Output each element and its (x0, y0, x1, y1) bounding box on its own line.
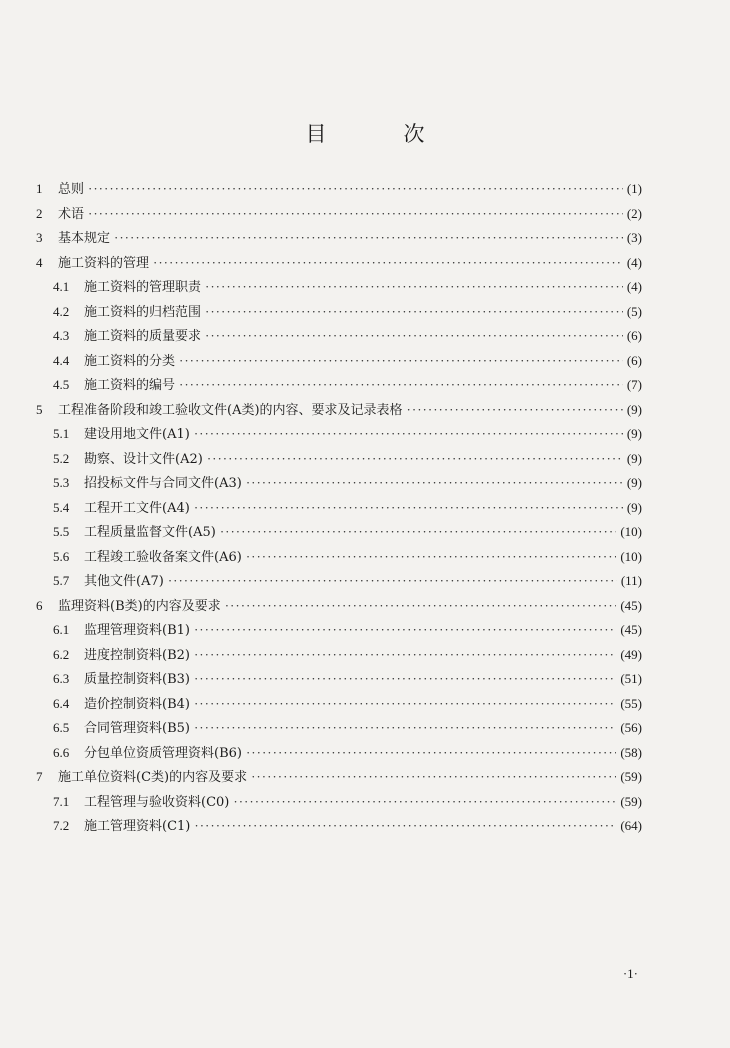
toc-entry-number: 6.1 (53, 622, 70, 637)
toc-entry-title: 其他文件(A7) (84, 574, 164, 589)
toc-entry-number: 6.4 (53, 695, 70, 711)
toc-entry-page: (9) (626, 401, 642, 417)
toc-leader-dots (194, 696, 616, 712)
toc-entry-title: 施工资料的管理职责 (84, 280, 202, 295)
toc-entry-title: 合同管理资料(B5) (84, 721, 190, 736)
toc-entry-page: (4) (626, 254, 642, 270)
toc-entry-number: 4 (36, 254, 43, 270)
toc-entry-number: 5.5 (53, 524, 70, 539)
toc-leader-dots (194, 818, 616, 834)
toc-leader-dots (220, 524, 617, 540)
toc-entry-page: (9) (626, 450, 642, 466)
toc-entry-number: 4.2 (53, 303, 70, 319)
toc-entry-title: 工程竣工验收备案文件(A6) (84, 549, 242, 565)
toc-entry-number: 2 (36, 205, 43, 221)
toc-entry-title: 术语 (58, 206, 85, 222)
toc-entry (36, 497, 642, 522)
toc-entry-page: (59) (620, 793, 642, 809)
toc-leader-dots (205, 279, 623, 295)
toc-leader-dots (246, 549, 617, 565)
toc-entry (36, 521, 642, 546)
toc-entry-number: 5.1 (53, 426, 70, 441)
toc-entry-page: (45) (620, 622, 642, 637)
toc-leader-dots (194, 426, 623, 442)
toc-leader-dots (88, 206, 623, 222)
toc-entry-title: 造价控制资料(B4) (84, 696, 190, 712)
toc-entry (36, 742, 642, 767)
table-of-contents (36, 178, 642, 840)
toc-entry-page: (58) (620, 744, 642, 760)
toc-entry-number: 6.2 (53, 646, 70, 662)
toc-entry-number: 5.4 (53, 499, 70, 515)
toc-leader-dots (179, 353, 623, 369)
toc-entry-number: 5.2 (53, 450, 70, 466)
toc-entry (36, 203, 642, 228)
toc-entry-title: 施工资料的管理 (58, 255, 150, 271)
toc-leader-dots (168, 573, 617, 589)
toc-leader-dots (233, 794, 616, 810)
toc-leader-dots (153, 255, 623, 271)
toc-entry-page: (3) (626, 230, 642, 245)
toc-entry-page: (9) (626, 475, 642, 490)
toc-entry-title: 招投标文件与合同文件(A3) (84, 476, 242, 491)
toc-entry-number: 1 (36, 181, 43, 196)
toc-entry (36, 178, 642, 203)
toc-leader-dots (194, 647, 616, 663)
toc-entry-title: 工程准备阶段和竣工验收文件(A类)的内容、要求及记录表格 (58, 402, 403, 418)
toc-entry-number: 7 (36, 769, 43, 784)
toc-entry-title: 施工单位资料(C类)的内容及要求 (58, 770, 248, 785)
toc-entry (36, 423, 642, 448)
toc-entry-number: 6.6 (53, 744, 70, 760)
toc-entry (36, 815, 642, 840)
toc-entry-title: 基本规定 (58, 231, 111, 246)
toc-leader-dots (194, 500, 623, 516)
toc-entry-number: 7.2 (53, 818, 70, 833)
toc-entry-title: 进度控制资料(B2) (84, 647, 190, 663)
toc-entry-page: (7) (626, 377, 642, 392)
toc-entry-title: 工程开工文件(A4) (84, 500, 190, 516)
toc-entry-page: (2) (626, 205, 642, 221)
toc-entry-number: 6.5 (53, 720, 70, 735)
toc-leader-dots (114, 230, 623, 246)
toc-entry-page: (49) (620, 646, 642, 662)
toc-entry-page: (51) (620, 671, 642, 686)
toc-leader-dots (246, 475, 623, 491)
toc-entry (36, 301, 642, 326)
page-number: ·1· (622, 966, 638, 981)
toc-entry-page: (10) (620, 524, 642, 539)
toc-entry-title: 建设用地文件(A1) (84, 427, 190, 442)
toc-leader-dots (194, 622, 616, 638)
toc-entry (36, 570, 642, 595)
toc-entry-page: (10) (620, 548, 642, 564)
toc-entry-title: 施工资料的归档范围 (84, 304, 202, 320)
toc-entry-page: (6) (626, 328, 642, 343)
toc-entry (36, 693, 642, 718)
toc-entry-title: 总则 (58, 182, 85, 197)
toc-entry-number: 6.3 (53, 671, 70, 686)
toc-entry (36, 766, 642, 791)
toc-entry (36, 619, 642, 644)
toc-entry (36, 399, 642, 424)
toc-entry-number: 5.7 (53, 573, 70, 588)
toc-entry-title: 施工管理资料(C1) (84, 819, 191, 834)
toc-entry (36, 595, 642, 620)
toc-entry-number: 3 (36, 230, 43, 245)
toc-entry (36, 472, 642, 497)
toc-entry-page: (4) (626, 279, 642, 294)
toc-entry-page: (5) (626, 303, 642, 319)
toc-entry-number: 4.4 (53, 352, 70, 368)
toc-entry-page: (1) (626, 181, 642, 196)
toc-entry-number: 7.1 (53, 793, 70, 809)
toc-entry-page: (59) (620, 769, 642, 784)
toc-leader-dots (225, 598, 617, 614)
toc-entry-page: (11) (620, 573, 642, 588)
toc-entry (36, 448, 642, 473)
toc-leader-dots (246, 745, 616, 761)
toc-entry (36, 252, 642, 277)
toc-entry (36, 644, 642, 669)
toc-entry-title: 施工资料的分类 (84, 353, 176, 369)
toc-leader-dots (179, 377, 623, 393)
toc-entry-page: (56) (620, 720, 642, 735)
toc-entry (36, 227, 642, 252)
toc-entry-page: (6) (626, 352, 642, 368)
toc-entry-title: 工程管理与验收资料(C0) (84, 794, 230, 810)
toc-leader-dots (194, 671, 616, 687)
toc-entry-title: 监理管理资料(B1) (84, 623, 190, 638)
toc-entry-title: 分包单位资质管理资料(B6) (84, 745, 242, 761)
toc-leader-dots (205, 328, 623, 344)
toc-entry (36, 791, 642, 816)
toc-entry-title: 工程质量监督文件(A5) (84, 525, 216, 540)
toc-entry-page: (64) (620, 818, 642, 833)
toc-entry (36, 546, 642, 571)
toc-leader-dots (194, 720, 616, 736)
toc-entry (36, 717, 642, 742)
toc-entry-page: (45) (620, 597, 642, 613)
toc-entry-page: (9) (626, 426, 642, 441)
toc-leader-dots (251, 769, 616, 785)
toc-entry-number: 5.3 (53, 475, 70, 490)
page-title: 目 次 (305, 122, 453, 146)
toc-entry-number: 4.3 (53, 328, 70, 343)
toc-leader-dots (205, 304, 623, 320)
toc-entry-number: 4.5 (53, 377, 70, 392)
toc-leader-dots (407, 402, 623, 418)
toc-entry (36, 276, 642, 301)
toc-entry-title: 勘察、设计文件(A2) (84, 451, 203, 467)
toc-entry (36, 325, 642, 350)
toc-entry-title: 质量控制资料(B3) (84, 672, 190, 687)
toc-leader-dots (88, 181, 623, 197)
toc-entry (36, 350, 642, 375)
toc-entry-title: 施工资料的质量要求 (84, 329, 202, 344)
toc-entry-title: 监理资料(B类)的内容及要求 (58, 598, 221, 614)
toc-entry-title: 施工资料的编号 (84, 378, 176, 393)
toc-entry-page: (9) (626, 499, 642, 515)
toc-entry-number: 5 (36, 401, 43, 417)
toc-entry (36, 668, 642, 693)
toc-entry-page: (55) (620, 695, 642, 711)
toc-entry (36, 374, 642, 399)
toc-entry-number: 4.1 (53, 279, 70, 294)
toc-entry-number: 6 (36, 597, 43, 613)
toc-leader-dots (207, 451, 623, 467)
toc-entry-number: 5.6 (53, 548, 70, 564)
